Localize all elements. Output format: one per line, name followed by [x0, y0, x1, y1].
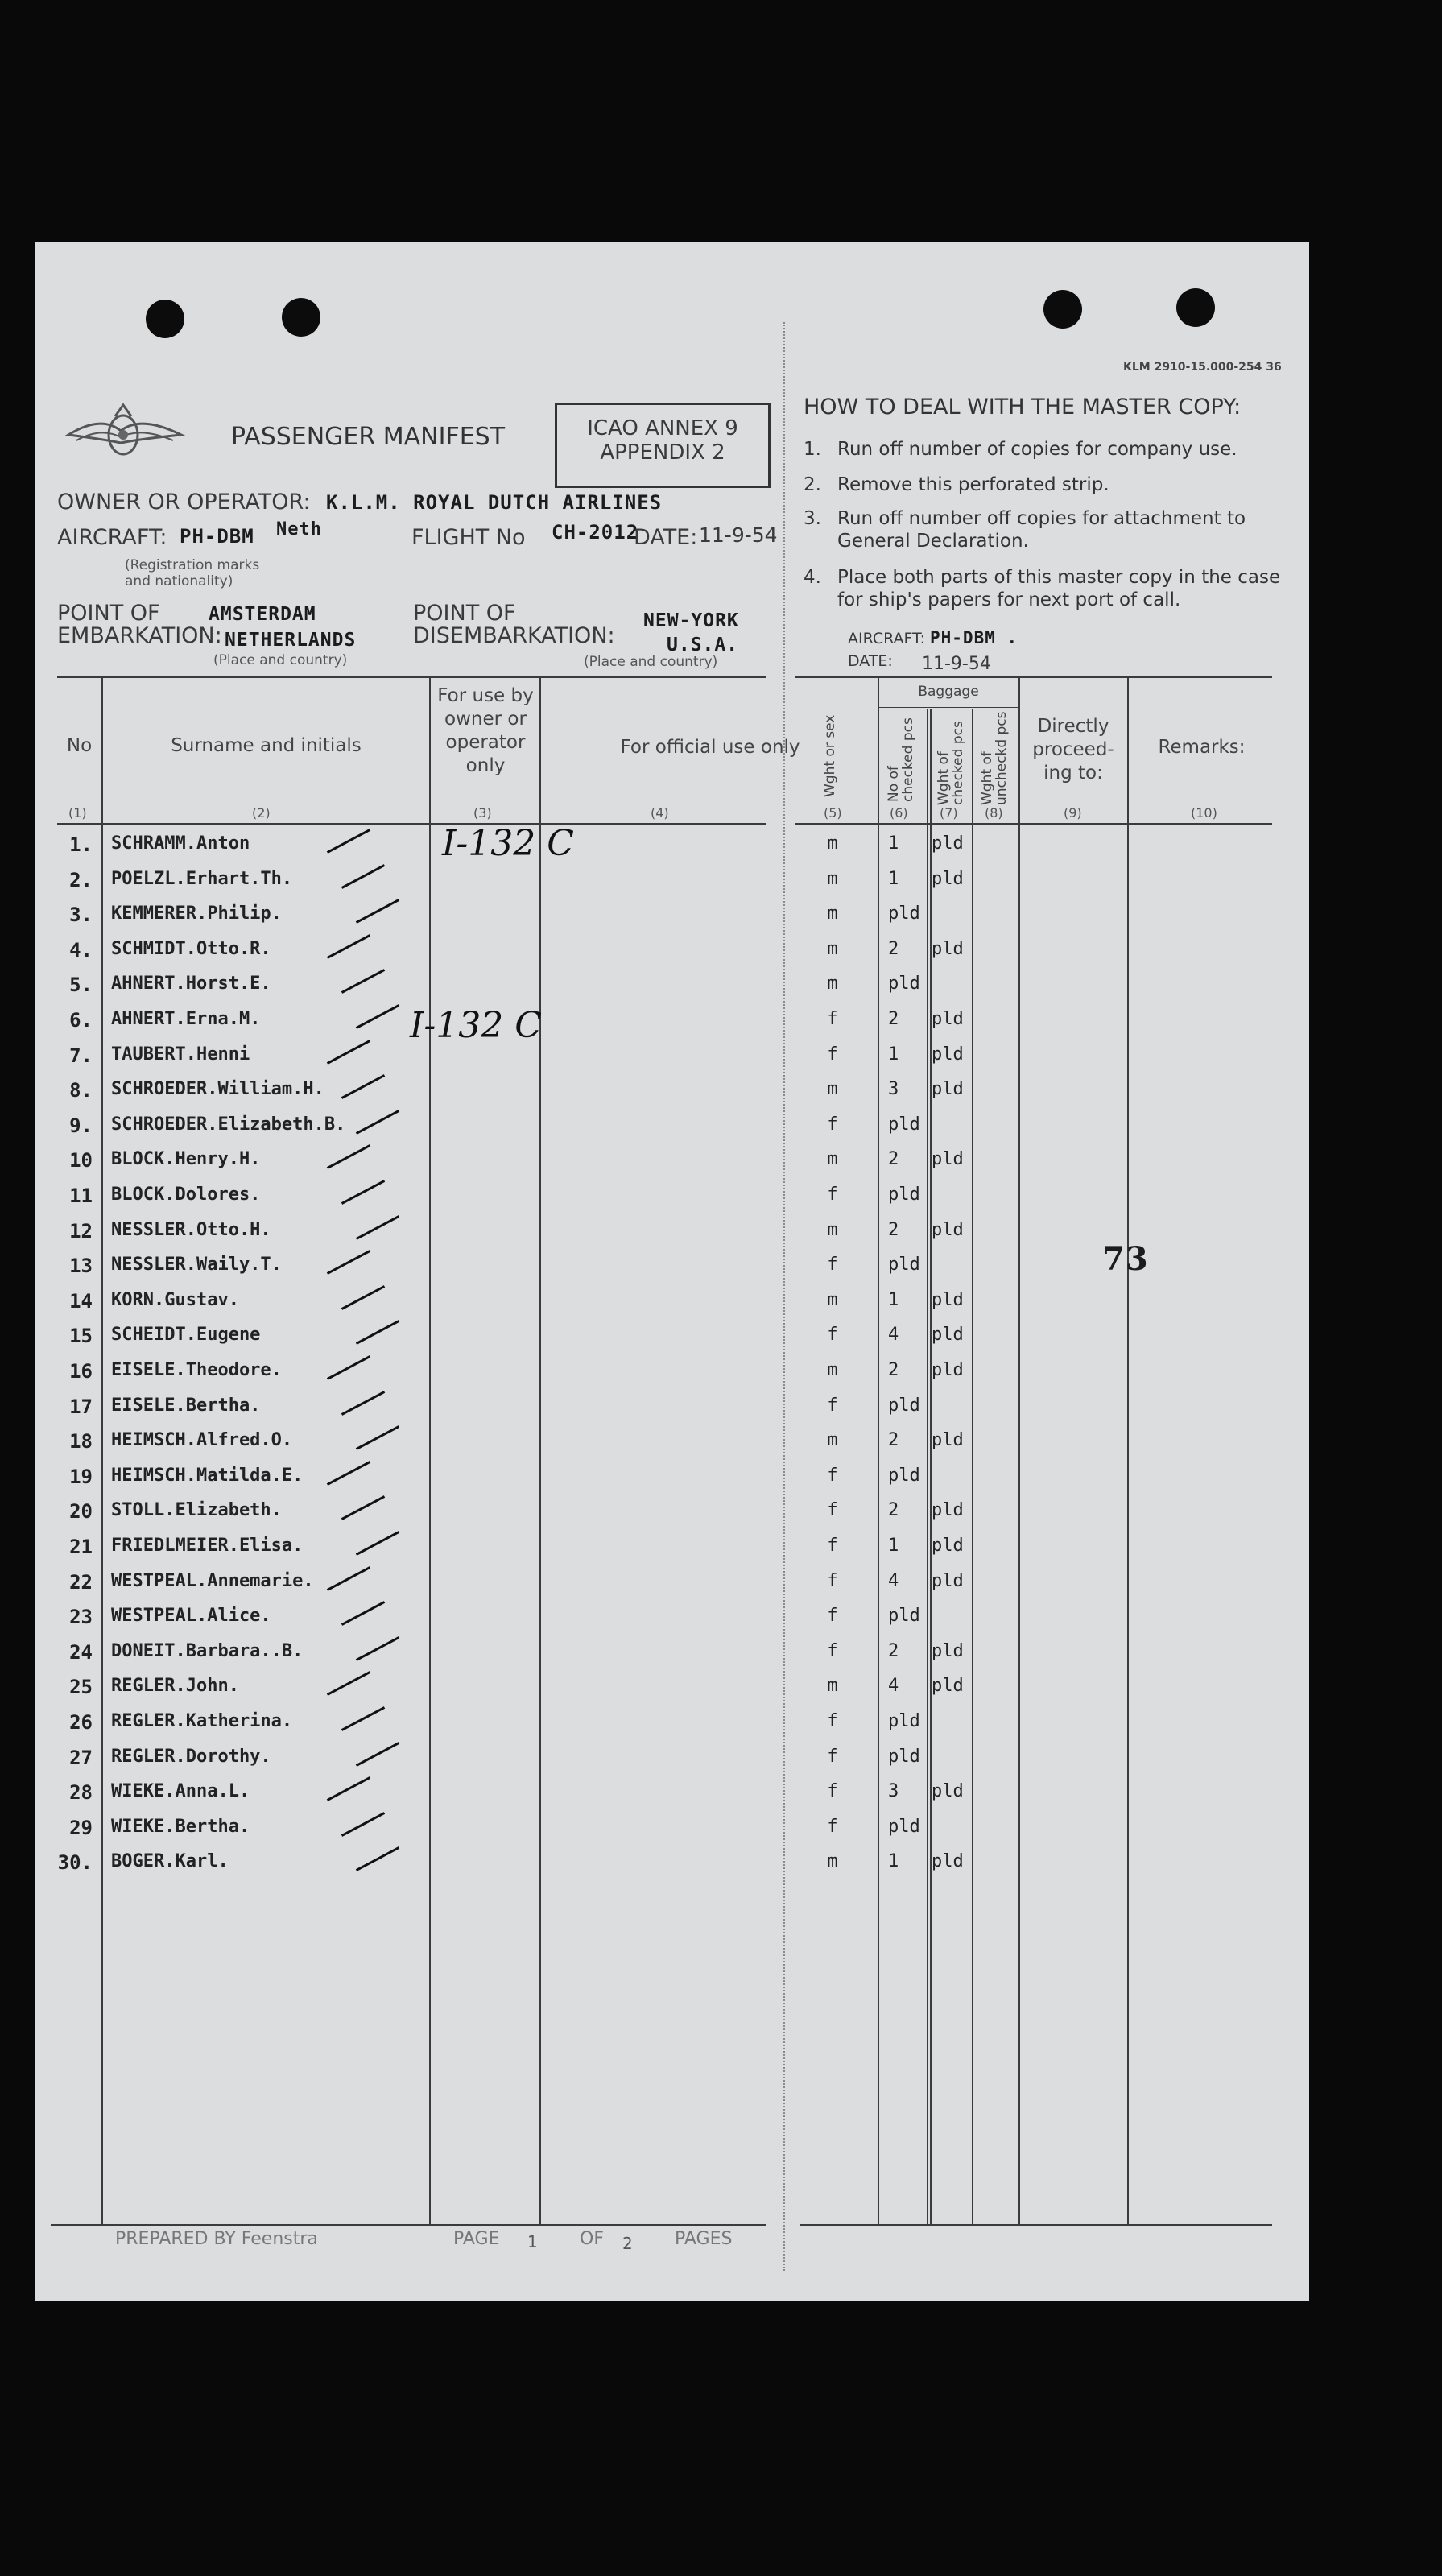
- header-surname: Surname and initials: [171, 735, 362, 756]
- checked-pieces: 2: [888, 1220, 899, 1240]
- disembarkation-place: NEW-YORK: [643, 610, 739, 631]
- checked-pieces: pld: [888, 1255, 920, 1275]
- passenger-sex: m: [827, 1676, 838, 1696]
- checked-pieces: pld: [888, 974, 920, 994]
- embarkation-label-1: POINT OF: [57, 601, 160, 626]
- checked-weight: pld: [932, 1781, 964, 1801]
- instr-aircraft-value: PH-DBM .: [930, 628, 1018, 647]
- passenger-name: KORN.Gustav.: [111, 1290, 239, 1310]
- passenger-sex: f: [827, 1466, 838, 1486]
- row-number: 24: [69, 1641, 93, 1664]
- klm-logo: [60, 399, 189, 471]
- passenger-sex: f: [827, 1396, 838, 1416]
- checked-weight: pld: [932, 833, 964, 854]
- row-number: 16: [69, 1360, 93, 1383]
- aircraft-label: AIRCRAFT:: [57, 525, 167, 550]
- checked-pieces: pld: [888, 903, 920, 924]
- embarkation-place: AMSTERDAM: [209, 604, 316, 625]
- page-label: PAGE: [453, 2229, 500, 2249]
- row-number: 23: [69, 1606, 93, 1628]
- checked-pieces: pld: [888, 1396, 920, 1416]
- instruction-3: [804, 507, 1303, 552]
- row-number: 26: [69, 1711, 93, 1734]
- checked-weight: pld: [932, 1851, 964, 1871]
- passenger-sex: f: [827, 1536, 838, 1556]
- header-official: For official use only: [620, 737, 800, 758]
- col-number: (3): [473, 805, 492, 821]
- of-label: OF: [580, 2229, 604, 2249]
- checked-pieces: pld: [888, 1606, 920, 1626]
- passenger-name: SCHROEDER.Elizabeth.B.: [111, 1114, 346, 1135]
- instr-date-label: DATE:: [848, 652, 893, 670]
- check-mark: [356, 1215, 399, 1240]
- checked-pieces: 4: [888, 1571, 899, 1591]
- punch-hole: [282, 298, 320, 337]
- instruction-4: [804, 566, 1303, 611]
- checked-weight: pld: [932, 1220, 964, 1240]
- checked-weight: pld: [932, 1360, 964, 1380]
- check-mark: [327, 1566, 370, 1591]
- passenger-sex: f: [827, 1747, 838, 1767]
- check-mark: [341, 1391, 385, 1416]
- side-number: 73: [1102, 1240, 1149, 1278]
- checked-weight: pld: [932, 1009, 964, 1029]
- passenger-name: REGLER.Katherina.: [111, 1711, 293, 1731]
- header-owner-use: For use by owner or operator only: [437, 685, 534, 776]
- of-number: 2: [622, 2234, 633, 2253]
- passenger-name: WIEKE.Bertha.: [111, 1817, 250, 1837]
- passenger-name: STOLL.Elizabeth.: [111, 1500, 282, 1520]
- passenger-sex: m: [827, 833, 838, 854]
- header-wght-checked: Wght of checked pcs: [936, 721, 966, 805]
- checked-pieces: pld: [888, 1466, 920, 1486]
- checked-pieces: 3: [888, 1079, 899, 1099]
- passenger-name: NESSLER.Waily.T.: [111, 1255, 282, 1275]
- header-bottom-rule-left: [57, 823, 766, 825]
- passenger-name: EISELE.Bertha.: [111, 1396, 261, 1416]
- checked-weight: pld: [932, 1500, 964, 1520]
- passenger-name: KEMMERER.Philip.: [111, 903, 282, 924]
- passenger-sex: m: [827, 939, 838, 959]
- flight-value: CH-2012: [552, 521, 639, 544]
- col-divider: [429, 678, 431, 2224]
- col-number: (4): [651, 805, 669, 821]
- passenger-name: AHNERT.Erna.M.: [111, 1009, 261, 1029]
- passenger-name: WESTPEAL.Annemarie.: [111, 1571, 314, 1591]
- passenger-name: AHNERT.Horst.E.: [111, 974, 271, 994]
- passenger-sex: f: [827, 1711, 838, 1731]
- col-number: (8): [985, 805, 1003, 821]
- passenger-name: FRIEDLMEIER.Elisa.: [111, 1536, 304, 1556]
- checked-pieces: 2: [888, 1149, 899, 1169]
- passenger-sex: f: [827, 1255, 838, 1275]
- embarkation-label-2: EMBARKATION:: [57, 623, 222, 648]
- col-divider: [927, 709, 928, 2224]
- checked-weight: pld: [932, 1044, 964, 1065]
- punch-hole: [1043, 290, 1082, 329]
- passenger-sex: f: [827, 1114, 838, 1135]
- check-mark: [327, 1355, 370, 1380]
- col-divider: [1127, 678, 1129, 2224]
- row-number: 12: [69, 1220, 93, 1243]
- table-top-rule-left: [57, 676, 766, 678]
- passenger-sex: m: [827, 869, 838, 889]
- passenger-name: TAUBERT.Henni: [111, 1044, 250, 1065]
- checked-weight: pld: [932, 1290, 964, 1310]
- passenger-name: WIEKE.Anna.L.: [111, 1781, 250, 1801]
- row-number: 19: [69, 1466, 93, 1488]
- instr-date-value: 11-9-54: [922, 654, 991, 674]
- checked-pieces: 3: [888, 1781, 899, 1801]
- check-mark: [356, 1636, 399, 1661]
- checked-weight: pld: [932, 869, 964, 889]
- disembarkation-label-2: DISEMBARKATION:: [413, 623, 615, 648]
- passenger-name: HEIMSCH.Matilda.E.: [111, 1466, 304, 1486]
- row-number: 21: [69, 1536, 93, 1558]
- header-no: No: [66, 735, 93, 756]
- row-number: 29: [69, 1817, 93, 1839]
- row-number: 9.: [69, 1114, 93, 1137]
- check-mark: [327, 1461, 370, 1486]
- instructions-title: HOW TO DEAL WITH THE MASTER COPY:: [804, 395, 1242, 420]
- handwritten-owner-mark: I-132 C: [410, 1005, 542, 1046]
- check-mark: [327, 1776, 370, 1801]
- passenger-name: BLOCK.Henry.H.: [111, 1149, 261, 1169]
- passenger-name: BOGER.Karl.: [111, 1851, 229, 1871]
- passenger-sex: f: [827, 1571, 838, 1591]
- passenger-name: EISELE.Theodore.: [111, 1360, 282, 1380]
- check-mark: [327, 1671, 370, 1696]
- table-top-rule-right: [795, 676, 1272, 678]
- row-number: 4.: [69, 939, 93, 961]
- owner-label: OWNER OR OPERATOR:: [57, 490, 311, 515]
- row-number: 2.: [69, 869, 93, 891]
- col-number: (7): [940, 805, 958, 821]
- passenger-name: NESSLER.Otto.H.: [111, 1220, 271, 1240]
- check-mark: [356, 1320, 399, 1345]
- check-mark: [356, 1004, 399, 1029]
- check-mark: [341, 1706, 385, 1731]
- passenger-sex: f: [827, 1009, 838, 1029]
- row-number: 28: [69, 1781, 93, 1804]
- row-number: 6.: [69, 1009, 93, 1032]
- checked-pieces: 2: [888, 1430, 899, 1450]
- row-number: 25: [69, 1676, 93, 1698]
- passenger-name: POELZL.Erhart.Th.: [111, 869, 293, 889]
- aircraft-note-2: and nationality): [125, 573, 233, 589]
- col-divider: [1018, 678, 1020, 2224]
- row-number: 22: [69, 1571, 93, 1594]
- instr-aircraft-label: AIRCRAFT:: [848, 630, 926, 647]
- passenger-sex: f: [827, 1325, 838, 1345]
- instruction-number: 1.: [804, 439, 821, 460]
- check-mark: [327, 1250, 370, 1275]
- header-directly: Directly proceed- ing to:: [1032, 716, 1114, 784]
- checked-pieces: pld: [888, 1711, 920, 1731]
- check-mark: [341, 1074, 385, 1099]
- row-number: 10: [69, 1149, 93, 1172]
- checked-weight: pld: [932, 939, 964, 959]
- passenger-name: SCHRAMM.Anton: [111, 833, 250, 854]
- check-mark: [327, 1040, 370, 1065]
- passenger-sex: m: [827, 1430, 838, 1450]
- passenger-name: HEIMSCH.Alfred.O.: [111, 1430, 293, 1450]
- disembarkation-country: U.S.A.: [667, 635, 739, 655]
- passenger-name: REGLER.John.: [111, 1676, 239, 1696]
- checked-weight: pld: [932, 1430, 964, 1450]
- col-divider: [539, 678, 541, 2224]
- check-mark: [341, 1180, 385, 1205]
- passenger-sex: m: [827, 1290, 838, 1310]
- row-number: 1.: [69, 833, 93, 856]
- checked-pieces: 1: [888, 1536, 899, 1556]
- col-number: (10): [1191, 805, 1217, 821]
- checked-weight: pld: [932, 1536, 964, 1556]
- checked-pieces: 1: [888, 869, 899, 889]
- checked-pieces: 1: [888, 1290, 899, 1310]
- check-mark: [327, 829, 370, 854]
- passenger-sex: m: [827, 1360, 838, 1380]
- checked-pieces: 2: [888, 1360, 899, 1380]
- header-wght-unchecked: Wght of uncheckd pcs: [979, 711, 1010, 805]
- col-number: (6): [890, 805, 908, 821]
- check-mark: [327, 1144, 370, 1169]
- row-number: 5.: [69, 974, 93, 996]
- row-number: 15: [69, 1325, 93, 1347]
- check-mark: [356, 1846, 399, 1871]
- instruction-text: Run off number off copies for attachment to General Declaration.: [837, 508, 1246, 552]
- check-mark: [341, 1812, 385, 1837]
- form-title: PASSENGER MANIFEST: [231, 423, 506, 451]
- passenger-sex: f: [827, 1500, 838, 1520]
- passenger-name: SCHMIDT.Otto.R.: [111, 939, 271, 959]
- check-mark: [356, 1531, 399, 1556]
- manifest-sheet: [35, 242, 1309, 2301]
- passenger-name: SCHROEDER.William.H.: [111, 1079, 324, 1099]
- instruction-2: [804, 473, 1303, 496]
- col-number: (9): [1064, 805, 1082, 821]
- col-number: (1): [68, 805, 87, 821]
- table-bottom-rule-left: [51, 2224, 766, 2226]
- header-baggage: Baggage: [918, 684, 979, 700]
- checked-pieces: 1: [888, 833, 899, 854]
- checked-pieces: 2: [888, 1641, 899, 1661]
- pages-label: PAGES: [675, 2229, 733, 2249]
- passenger-sex: f: [827, 1044, 838, 1065]
- instruction-text: Run off number of copies for company use.: [837, 439, 1237, 460]
- checked-pieces: pld: [888, 1817, 920, 1837]
- col-divider: [930, 709, 932, 2224]
- check-mark: [356, 899, 399, 924]
- checked-weight: pld: [932, 1325, 964, 1345]
- checked-weight: pld: [932, 1641, 964, 1661]
- handwritten-owner-mark: I-132 C: [442, 823, 574, 864]
- check-mark: [341, 864, 385, 889]
- passenger-sex: m: [827, 1149, 838, 1169]
- instruction-number: 4.: [804, 567, 821, 588]
- check-mark: [341, 1495, 385, 1520]
- aircraft-value: PH-DBM: [180, 525, 254, 548]
- embarkation-note: (Place and country): [213, 652, 348, 668]
- row-number: 18: [69, 1430, 93, 1453]
- passenger-sex: f: [827, 1606, 838, 1626]
- row-number: 14: [69, 1290, 93, 1313]
- row-number: 11: [69, 1185, 93, 1207]
- passenger-sex: f: [827, 1817, 838, 1837]
- passenger-name: SCHEIDT.Eugene: [111, 1325, 261, 1345]
- row-number: 27: [69, 1747, 93, 1769]
- check-mark: [356, 1110, 399, 1135]
- passenger-name: REGLER.Dorothy.: [111, 1747, 271, 1767]
- check-mark: [356, 1425, 399, 1450]
- passenger-sex: m: [827, 1220, 838, 1240]
- punch-hole: [146, 300, 184, 338]
- perforation-line: [783, 322, 785, 2271]
- passenger-name: DONEIT.Barbara..B.: [111, 1641, 304, 1661]
- checked-pieces: 2: [888, 939, 899, 959]
- passenger-sex: m: [827, 903, 838, 924]
- punch-hole: [1176, 288, 1215, 327]
- check-mark: [327, 934, 370, 959]
- row-number: 17: [69, 1396, 93, 1418]
- header-remarks: Remarks:: [1158, 737, 1246, 758]
- icao-appendix: APPENDIX 2: [600, 440, 725, 465]
- form-code: KLM 2910-15.000-254 36: [1123, 361, 1282, 374]
- disembarkation-label-1: POINT OF: [413, 601, 516, 626]
- passenger-name: BLOCK.Dolores.: [111, 1185, 261, 1205]
- col-divider: [972, 709, 973, 2224]
- header-no-checked: No of checked pcs: [886, 717, 916, 802]
- check-mark: [341, 969, 385, 994]
- check-mark: [341, 1285, 385, 1310]
- flight-label: FLIGHT No: [411, 525, 526, 550]
- date-value: 11-9-54: [699, 523, 778, 547]
- checked-weight: pld: [932, 1571, 964, 1591]
- col-number: (2): [252, 805, 271, 821]
- check-mark: [356, 1742, 399, 1767]
- owner-value: K.L.M. ROYAL DUTCH AIRLINES: [326, 491, 663, 514]
- checked-weight: pld: [932, 1149, 964, 1169]
- row-number: 30.: [57, 1851, 93, 1874]
- row-number: 13: [69, 1255, 93, 1277]
- passenger-sex: f: [827, 1185, 838, 1205]
- date-label: DATE:: [634, 525, 698, 550]
- col-number: (5): [824, 805, 842, 821]
- checked-pieces: 4: [888, 1676, 899, 1696]
- page-number: 1: [527, 2232, 538, 2251]
- checked-pieces: 2: [888, 1500, 899, 1520]
- disembarkation-note: (Place and country): [584, 654, 718, 670]
- checked-pieces: pld: [888, 1747, 920, 1767]
- passenger-sex: f: [827, 1781, 838, 1801]
- row-number: 8.: [69, 1079, 93, 1102]
- instruction-number: 2.: [804, 474, 821, 495]
- passenger-name: WESTPEAL.Alice.: [111, 1606, 271, 1626]
- passenger-sex: f: [827, 1641, 838, 1661]
- prepared-by: PREPARED BY Feenstra: [115, 2229, 318, 2249]
- row-number: 3.: [69, 903, 93, 926]
- icao-box: [555, 403, 771, 488]
- aircraft-note-1: (Registration marks: [125, 557, 260, 573]
- instruction-number: 3.: [804, 508, 821, 529]
- passenger-sex: m: [827, 1079, 838, 1099]
- header-wght-sex: Wght or sex: [822, 714, 838, 797]
- checked-weight: pld: [932, 1676, 964, 1696]
- check-mark: [341, 1601, 385, 1626]
- embarkation-country: NETHERLANDS: [225, 630, 357, 651]
- checked-pieces: 4: [888, 1325, 899, 1345]
- checked-pieces: 1: [888, 1851, 899, 1871]
- checked-pieces: pld: [888, 1114, 920, 1135]
- checked-pieces: pld: [888, 1185, 920, 1205]
- col-divider: [101, 678, 103, 2224]
- icao-annex: ICAO ANNEX 9: [587, 416, 738, 440]
- table-bottom-rule-right: [800, 2224, 1272, 2226]
- checked-weight: pld: [932, 1079, 964, 1099]
- aircraft-nationality: Neth: [276, 519, 322, 540]
- row-number: 20: [69, 1500, 93, 1523]
- instruction-1: [804, 438, 1303, 461]
- instruction-text: Remove this perforated strip.: [837, 474, 1109, 495]
- baggage-rule: [879, 707, 1018, 708]
- passenger-sex: m: [827, 1851, 838, 1871]
- row-number: 7.: [69, 1044, 93, 1067]
- checked-pieces: 1: [888, 1044, 899, 1065]
- header-bottom-rule-right: [795, 823, 1272, 825]
- checked-pieces: 2: [888, 1009, 899, 1029]
- col-divider: [878, 678, 879, 2224]
- passenger-sex: m: [827, 974, 838, 994]
- instruction-text: Place both parts of this master copy in the case for ship's papers for next port of call.: [837, 567, 1281, 610]
